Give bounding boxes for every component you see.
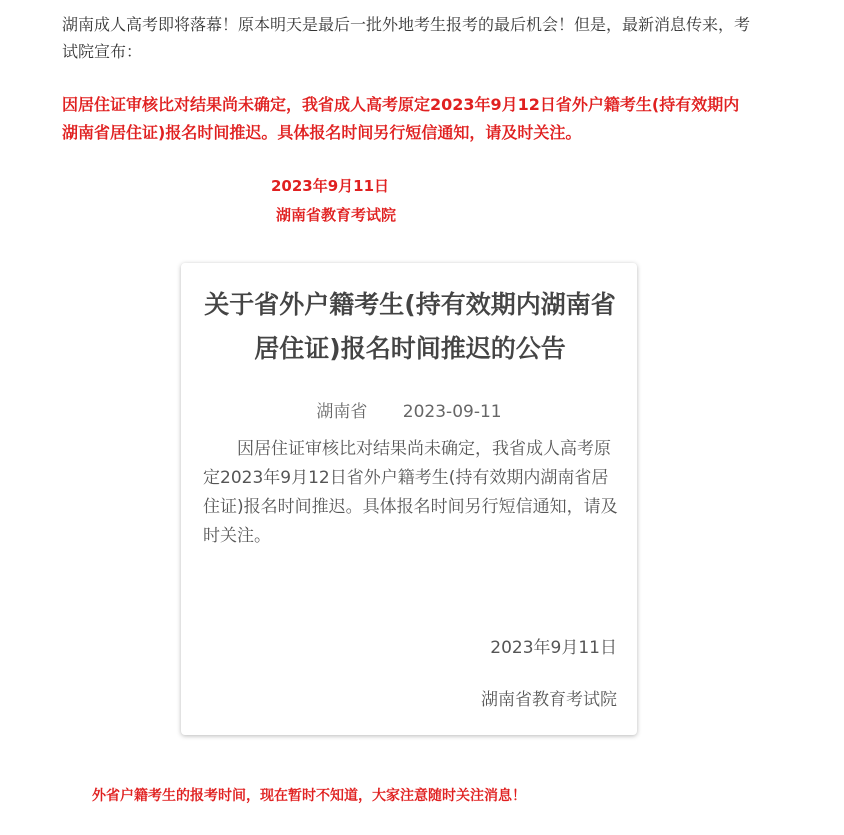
intro-paragraph: 湖南成人高考即将落幕！原本明天是最后一批外地考生报考的最后机会！但是，最新消息传来，考试院宣布： <box>62 15 751 61</box>
announcement-body: 因居住证审核比对结果尚未确定，我省成人高考原定2023年9月12日省外户籍考生(持有效期内湖南省居住证)报名时间推迟。具体报名时间另行短信通知，请及时关注。 <box>203 439 618 546</box>
announcement-sign-date: 2023年9月11日 <box>490 638 617 658</box>
footer-note: 外省户籍考生的报考时间，现在暂时不知道，大家注意随时关注消息！ <box>92 788 526 804</box>
announcement-screenshot-card <box>181 263 637 735</box>
announcement-sign-org: 湖南省教育考试院 <box>481 690 617 710</box>
announcement-title: 关于省外户籍考生(持有效期内湖南省居住证)报名时间推迟的公告 <box>204 290 616 363</box>
signature-date: 2023年9月11日 <box>270 177 390 195</box>
announcement-source: 湖南省 <box>316 402 368 422</box>
highlighted-notice: 因居住证审核比对结果尚未确定，我省成人高考原定2023年9月12日省外户籍考生(持有效期内湖南省居住证)报名时间推迟。具体报名时间另行短信通知，请及时关注。 <box>62 95 740 142</box>
announcement-meta <box>181 397 637 422</box>
signature-organization: 湖南省教育考试院 <box>275 206 396 224</box>
announcement-date: 2023-09-11 <box>402 402 502 422</box>
